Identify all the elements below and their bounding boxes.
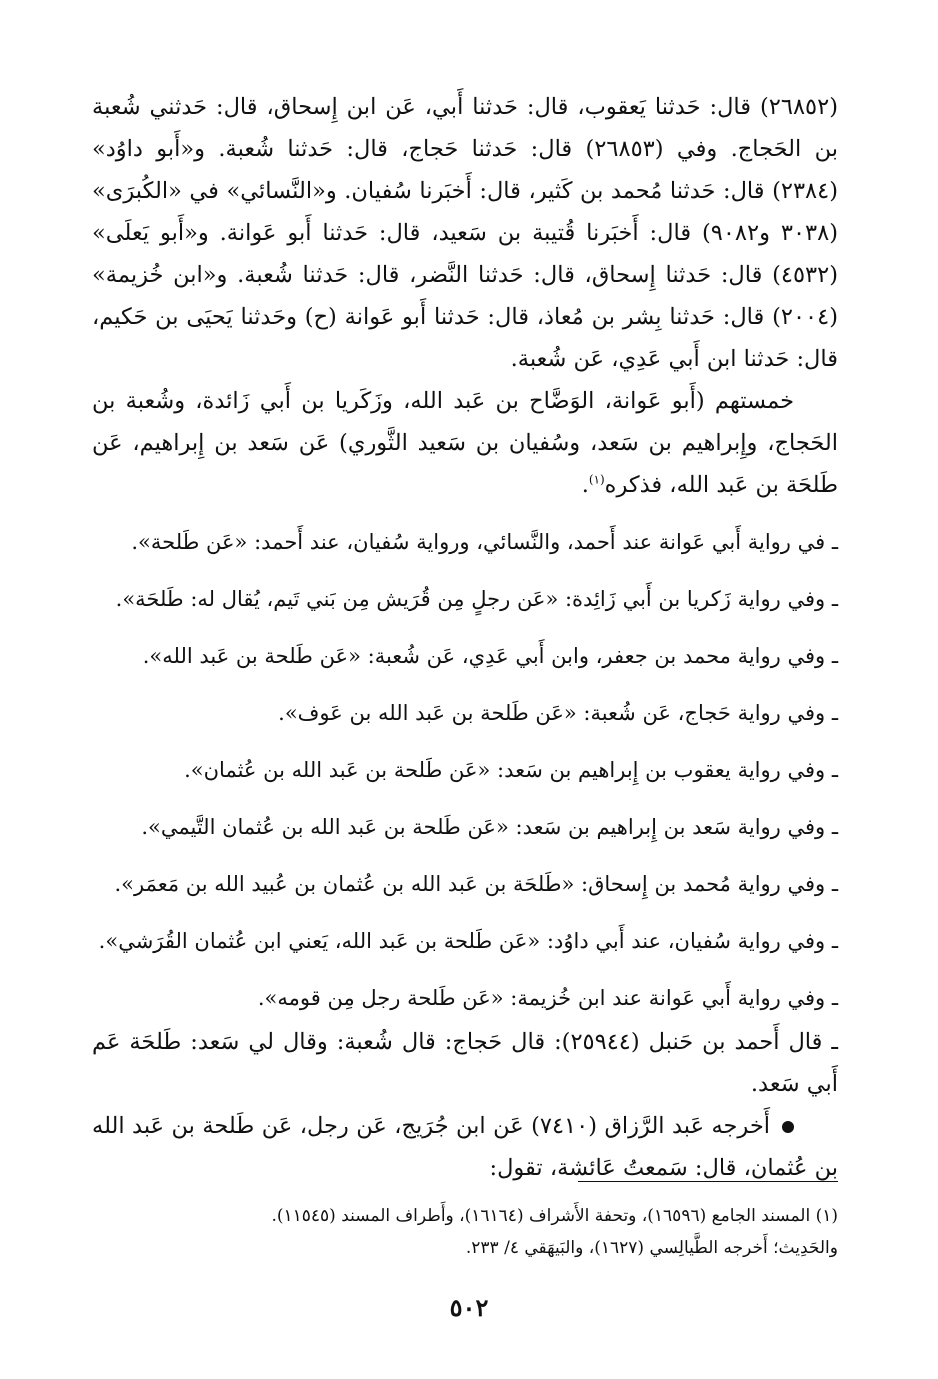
list-item: ـ وفي رواية سُفيان، عند أَبي داوُد: «عَن طَلحة بن عَبد الله، يَعني ابن عُثمان القُرَشي». [98,929,838,953]
abdulrazzaq-text: أَخرجه عَبد الرَّزاق (٧٤١٠) عَن ابن جُرَيج، عَن رجل، عَن طَلحة بن عَبد الله بن عُثمان، قال: سَمعتُ عَائشة، تقول: [92,1113,838,1181]
list-item: ـ وفي رواية حَجاج، عَن شُعبة: «عَن طَلحة بن عَبد الله بن عَوف». [278,701,838,725]
footnotes [92,1200,838,1264]
narrators-text: خمستهم (أَبو عَوانة، الوَضَّاح بن عَبد الله، وزَكَريا بن أَبي زَائدة، وشُعبة بن الحَجاج، وإِبراهيم بن سَعد، وسُفيان بن سَعيد الثَّوري) عَن سَعد بن إِبراهيم، عَن طَلحَة بن عَبد الله، فذكره [92,388,838,498]
list-item: ـ وفي رواية سَعد بن إِبراهيم بن سَعد: «عَن طَلحة بن عَبد الله بن عُثمان التَّيمي». [141,815,838,839]
variant-readings-list [92,514,838,1027]
list-item: ـ وفي رواية زَكريا بن أَبي زَائِدة: «عَن رجلٍ مِن قُرَيش مِن بَني تَيم، يُقال له: طَلحَة». [115,587,838,611]
hadith-chain-paragraph: (٢٦٨٥٢) قال: حَدثنا يَعقوب، قال: حَدثنا أَبي، عَن ابن إِسحاق، قال: حَدثني شُعبة بن الحَجاج. وفي (٢٦٨٥٣) قال: حَدثنا حَجاج، قال: حَدثنا شُعبة. و«أَبو داوُد» (٢٣٨٤) قال: حَدثنا مُحمد بن كَثير، قال: أَخبَرنا سُفيان. و«النَّسائي» في «الكُبرَى» (٣٠٣٨ و٩٠٨٢) قال: أَخبَرنا قُتيبة بن سَعيد، قال: حَدثنا أَبو عَوانة. و«أَبو يَعلَى» (٤٥٣٢) قال: حَدثنا إِسحاق، قال: حَدثنا النَّضر، قال: حَدثنا شُعبة. و«ابن خُزيمة» (٢٠٠٤) قال: حَدثنا بِشر بن مُعاذ، قال: حَدثنا أَبو عَوانة (ح) وحَدثنا يَحيَى بن حَكيم، قال: حَدثنا ابن أَبي عَدِي، عَن شُعبة. [92,94,838,372]
abdulrazzaq-paragraph [92,1105,838,1189]
footnote-divider [578,1181,838,1182]
main-text [92,86,838,1189]
page-number: ٥٠٢ [449,1293,489,1322]
list-item: ـ وفي رواية يعقوب بن إِبراهيم بن سَعد: «عَن طَلحة بن عَبد الله بن عُثمان». [184,758,838,782]
list-item: ـ وفي رواية محمد بن جعفر، وابن أَبي عَدِي، عَن شُعبة: «عَن طَلحة بن عَبد الله». [142,644,838,668]
list-item: ـ في رواية أَبي عَوانة عند أَحمد، والنَّسائي، ورواية سُفيان، عند أَحمد: «عَن طَلحة». [131,530,838,554]
footnote-line: والحَدِيث؛ أَخرجه الطَّيالِسي (١٦٢٧)، والبَيهَقي ٤/ ٢٣٣. [465,1238,838,1258]
narrators-paragraph [92,380,838,506]
narrators-end: . [581,472,589,498]
list-item: ـ وفي رواية مُحمد بن إِسحاق: «طَلحَة بن عَبد الله بن عُثمان بن عُبيد الله بن مَعمَر». [114,872,838,896]
footnote-line: (١) المسند الجامع (١٦٥٩٦)، وتحفة الأَشراف (١٦١٦٤)، وأَطراف المسند (١١٥٤٥). [271,1206,838,1226]
bullet-dot-icon [782,1121,794,1133]
list-item: ـ وفي رواية أَبي عَوانة عند ابن خُزيمة: «عَن طَلحة رجل مِن قومه». [257,986,838,1010]
ahmad-note-paragraph: ـ قال أَحمد بن حَنبل (٢٥٩٤٤): قال حَجاج: قال شُعبة: وقال لي سَعد: طَلحَة عَم أَبي سَعد. [92,1029,838,1097]
footnote-reference: (١) [588,472,605,487]
